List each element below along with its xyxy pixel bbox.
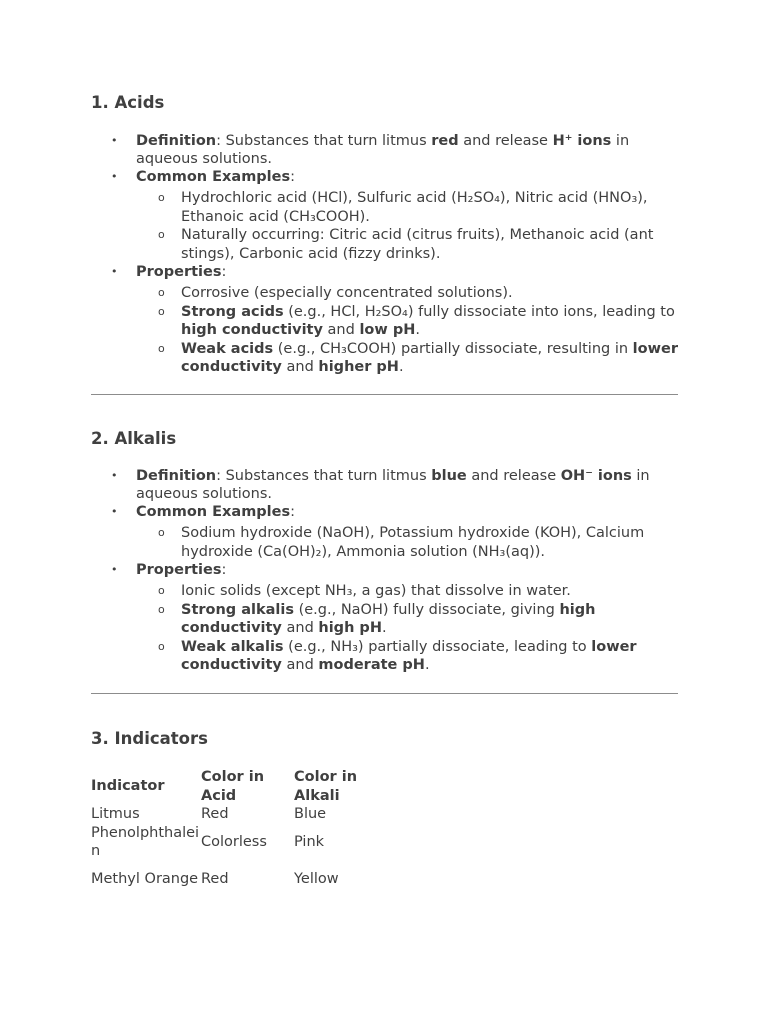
column-header: Color in Acid	[201, 769, 265, 804]
colon: :	[221, 264, 227, 280]
definition-bold: blue	[431, 468, 467, 484]
definition-label: Definition	[136, 133, 217, 149]
section-divider	[91, 693, 678, 694]
property-bold: Strong alkalis	[181, 601, 294, 618]
sub-bullet: o	[158, 639, 165, 653]
definition-text: and release	[458, 133, 553, 149]
property-bold: Strong acids	[181, 303, 284, 320]
bullet: •	[111, 265, 118, 278]
alkalis-properties-sublist	[136, 582, 678, 675]
sub-bullet: o	[158, 526, 165, 539]
acids-examples-item	[91, 168, 678, 263]
property-bold: high conductivity	[181, 322, 323, 338]
table-cell: Methyl Orange	[91, 870, 199, 887]
alkalis-examples-item	[91, 503, 678, 561]
property-bold: moderate pH	[318, 657, 425, 673]
sub-bullet: o	[158, 286, 165, 299]
definition-text: : Substances that turn litmus	[216, 468, 432, 484]
table-row	[91, 861, 374, 898]
sub-bullet: o	[158, 191, 165, 204]
list-item	[136, 582, 678, 601]
property-bold: Weak alkalis	[181, 638, 284, 655]
property-bold: lower conductivity	[181, 638, 637, 673]
sub-bullet: o	[158, 341, 165, 355]
acids-properties-sublist	[136, 284, 678, 377]
property-text: and	[281, 657, 319, 673]
property-bold: lower conductivity	[181, 340, 678, 375]
acids-heading: 1. Acids	[91, 93, 165, 112]
definition-text: in aqueous solutions.	[136, 468, 650, 502]
definition-text: in aqueous solutions.	[136, 133, 630, 167]
indicators-heading: 3. Indicators	[91, 729, 208, 748]
property-text: Corrosive (especially concentrated solutions).	[181, 285, 513, 301]
sub-bullet: o	[158, 304, 165, 318]
property-bold: Weak acids	[181, 340, 274, 357]
example-text: Naturally occurring: Citric acid (citrus fruits), Methanoic acid (ant stings), Carbonic acid (fizzy drinks).	[181, 227, 654, 262]
acids-examples-sublist	[136, 189, 678, 263]
property-text: Ionic solids (except NH₃, a gas) that dissolve in water.	[181, 583, 571, 599]
example-text: Hydrochloric acid (HCl), Sulfuric acid (H₂SO₄), Nitric acid (HNO₃), Ethanoic acid (CH₃COOH).	[181, 190, 648, 225]
sub-bullet: o	[158, 584, 165, 597]
table-cell: Yellow	[294, 870, 339, 887]
table-cell: Red	[201, 870, 229, 887]
bullet: •	[111, 505, 118, 518]
property-text: and	[281, 620, 319, 636]
properties-label: Properties	[136, 264, 222, 280]
colon: :	[221, 562, 227, 578]
section-divider	[91, 394, 678, 395]
example-text: Sodium hydroxide (NaOH), Potassium hydroxide (KOH), Calcium hydroxide (Ca(OH)₂), Ammonia solution (NH₃(aq)).	[181, 525, 645, 560]
property-text: .	[381, 620, 387, 636]
alkalis-heading: 2. Alkalis	[91, 429, 177, 448]
property-text: and	[322, 322, 360, 338]
sub-bullet: o	[158, 602, 165, 616]
bullet: •	[111, 134, 118, 147]
table-cell: Pink	[294, 833, 325, 850]
property-bold: low pH	[359, 322, 416, 338]
table-cell: Red	[201, 806, 229, 822]
column-header: Color in Alkali	[294, 769, 358, 804]
property-text: .	[398, 359, 404, 375]
property-bold: high conductivity	[181, 601, 596, 636]
property-bold: high pH	[318, 620, 382, 636]
list-item	[136, 226, 678, 263]
table-cell: Blue	[294, 806, 327, 822]
alkalis-definition-item	[91, 467, 678, 503]
colon: :	[290, 504, 296, 520]
definition-bold: OH⁻ ions	[560, 468, 632, 484]
property-text: .	[424, 657, 430, 673]
column-header: Indicator	[91, 778, 165, 795]
property-text: (e.g., NaOH) fully dissociate, giving	[294, 601, 560, 618]
list-item	[136, 284, 678, 303]
list-item	[136, 303, 678, 340]
properties-label: Properties	[136, 562, 222, 578]
sub-bullet: o	[158, 228, 165, 241]
property-text: (e.g., NH₃) partially dissociate, leading to	[283, 638, 592, 655]
property-text: and	[281, 359, 319, 375]
property-bold: higher pH	[318, 359, 399, 375]
definition-bold: H⁺ ions	[552, 133, 612, 149]
definition-text: and release	[466, 468, 561, 484]
table-cell: Litmus	[91, 806, 140, 822]
alkalis-list	[91, 467, 678, 675]
colon: :	[290, 169, 296, 185]
property-text: .	[415, 322, 420, 338]
acids-list	[91, 132, 678, 377]
alkalis-examples-sublist	[136, 524, 678, 561]
alkalis-properties-item	[91, 561, 678, 675]
property-text: (e.g., CH₃COOH) partially dissociate, resulting in	[273, 340, 633, 357]
examples-label: Common Examples	[136, 504, 291, 520]
list-item	[136, 638, 678, 675]
definition-text: : Substances that turn litmus	[216, 133, 432, 149]
acids-properties-item	[91, 263, 678, 377]
definition-label: Definition	[136, 468, 217, 484]
bullet: •	[111, 469, 118, 482]
bullet: •	[111, 563, 118, 576]
table-cell: Colorless	[201, 833, 267, 850]
list-item	[136, 189, 678, 226]
bullet: •	[111, 170, 118, 183]
list-item	[136, 524, 678, 561]
table-header-row	[91, 768, 374, 805]
examples-label: Common Examples	[136, 169, 291, 185]
list-item	[136, 601, 678, 638]
definition-bold: red	[431, 133, 459, 149]
indicators-table	[91, 768, 374, 898]
table-row	[91, 824, 374, 861]
acids-definition-item	[91, 132, 678, 168]
table-row	[91, 805, 374, 824]
table-cell: Phenolphthalein	[91, 824, 200, 859]
list-item	[136, 340, 678, 377]
property-text: (e.g., HCl, H₂SO₄) fully dissociate into ions, leading to	[283, 303, 675, 320]
